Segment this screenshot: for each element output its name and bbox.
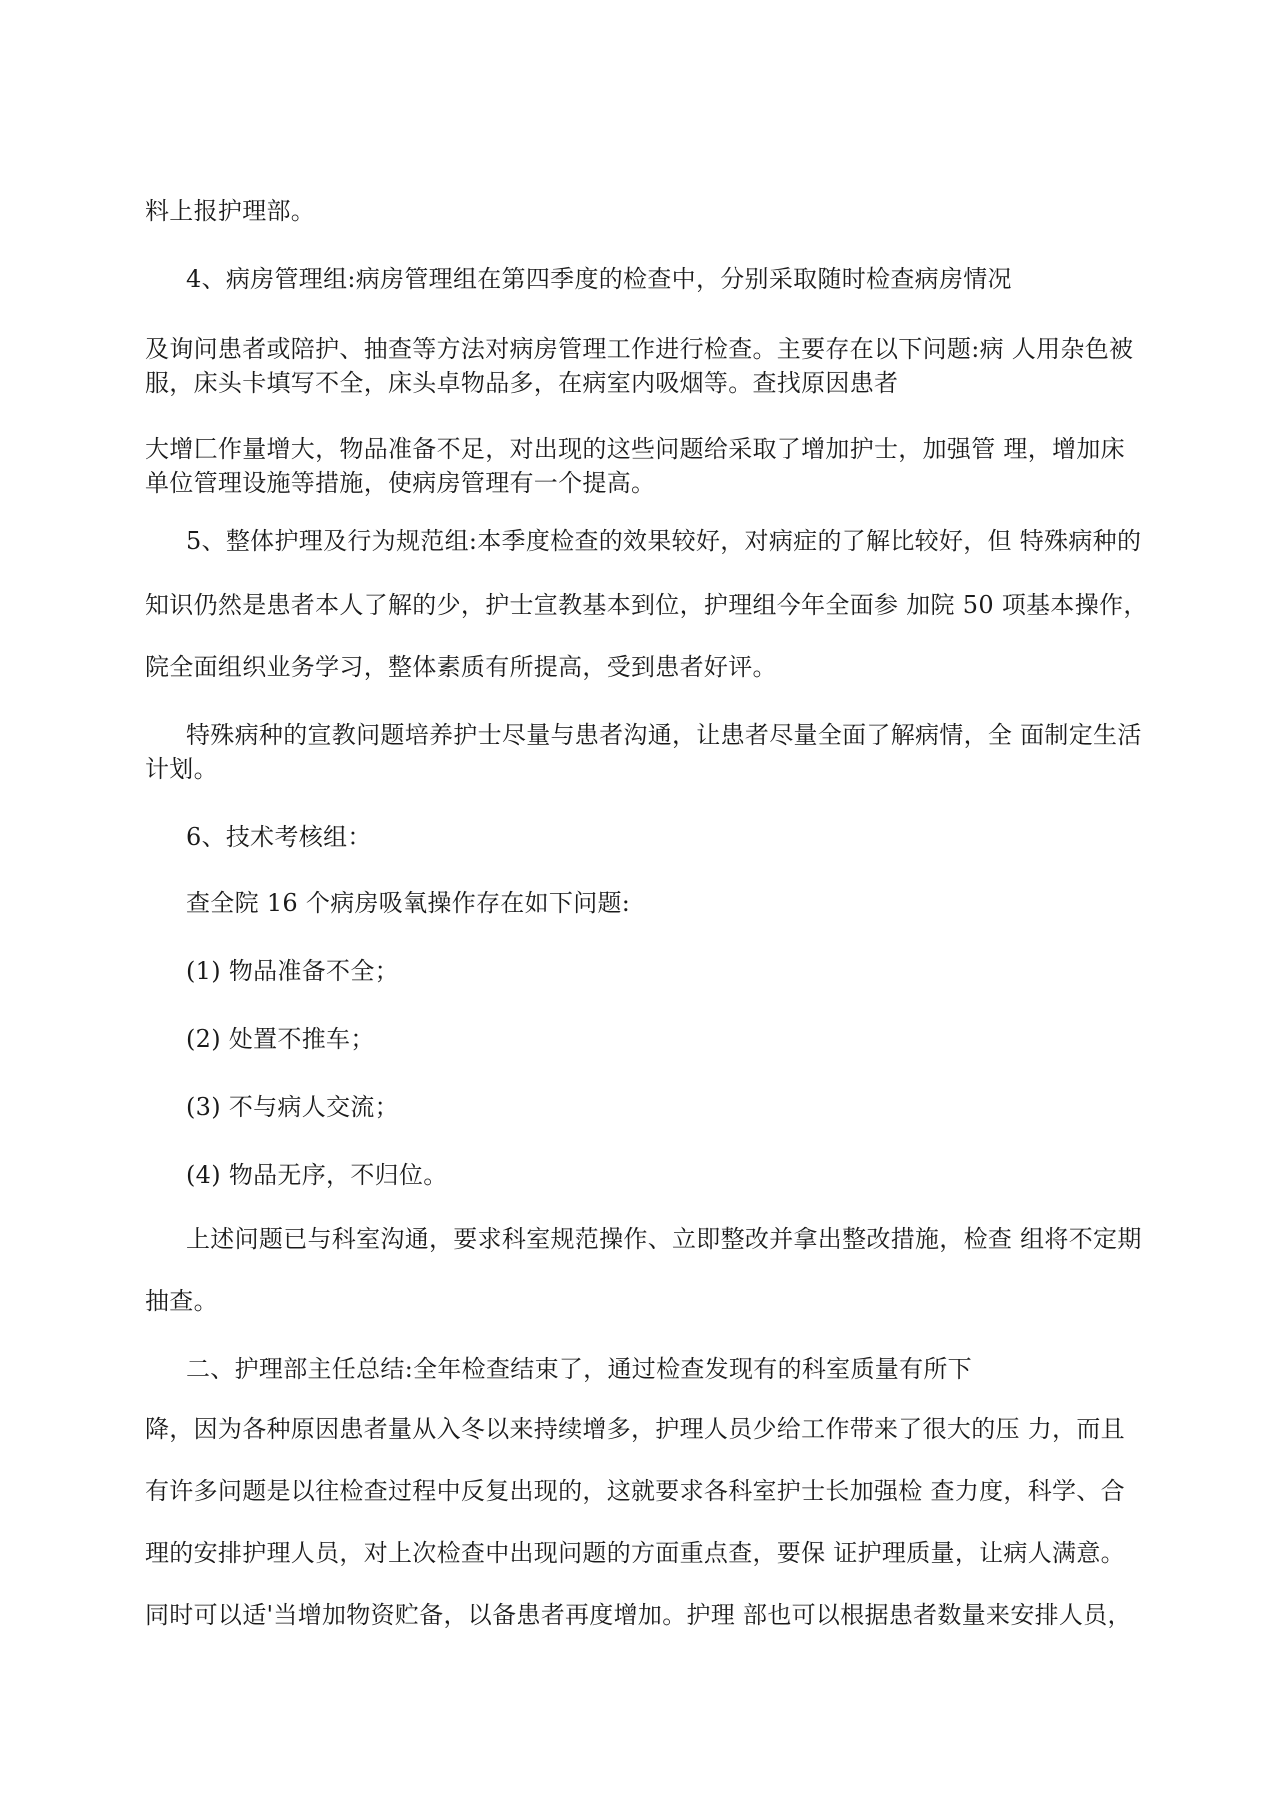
text-line: 料上报护理部。 [145,197,316,225]
list-item: (3) 不与病人交流； [186,1093,399,1121]
text-line: 院全面组织业务学习，整体素质有所提高，受到患者好评。 [145,653,777,681]
text-line: 6、技术考核组： [186,823,372,851]
text-line: 及询问患者或陪护、抽查等方法对病房管理工作进行检查。主要存在以下问题:病 人用杂色被 [145,335,1134,363]
text-line: 知识仍然是患者本人了解的少，护士宣教基本到位，护理组今年全面参 加院 50 项基本操作， [145,591,1148,619]
text-line: 上述问题已与科室沟通，要求科室规范操作、立即整改并拿出整改措施，检查 组将不定期 [186,1225,1142,1253]
text-line: 抽查。 [145,1287,218,1315]
text-line: 查全院 16 个病房吸氧操作存在如下问题: [186,889,631,917]
text-line: 降，因为各种原因患者量从入冬以来持续增多，护理人员少给工作带来了很大的压 力，而且 [145,1415,1125,1443]
text-line: 5、整体护理及行为规范组:本季度检查的效果较好，对病症的了解比较好，但 特殊病种的 [186,527,1142,555]
text-line: 单位管理设施等措施，使病房管理有一个提高。 [145,469,656,497]
text-line: 特殊病种的宣教问题培养护士尽量与患者沟通，让患者尽量全面了解病情，全 面制定生活 [186,721,1142,749]
list-item: (4) 物品无序，不归位。 [186,1161,448,1189]
text-line: 计划。 [145,755,218,783]
list-item: (1) 物品准备不全； [186,957,399,985]
text-line: 同时可以适'当增加物资贮备，以备患者再度增加。护理 部也可以根据患者数量来安排人员， [145,1601,1132,1629]
list-item: (2) 处置不推车； [186,1025,375,1053]
text-line: 大增匚作量增大，物品准备不足，对出现的这些问题给采取了增加护士，加强管 理，增加床 [145,435,1125,463]
text-line: 4、病房管理组:病房管理组在第四季度的检查中，分别采取随时检查病房情况 [186,265,1012,293]
text-line: 理的安排护理人员，对上次检查中出现问题的方面重点查，要保 证护理质量，让病人满意。 [145,1539,1125,1567]
text-line: 服，床头卡填写不全，床头卓物品多，在病室内吸烟等。查找原因患者 [145,369,899,397]
text-line: 二、护理部主任总结:全年检查结束了，通过检查发现有的科室质量有所下 [186,1355,972,1383]
text-line: 有许多问题是以往检查过程中反复出现的，这就要求各科室护士长加强检 查力度，科学、合 [145,1477,1125,1505]
